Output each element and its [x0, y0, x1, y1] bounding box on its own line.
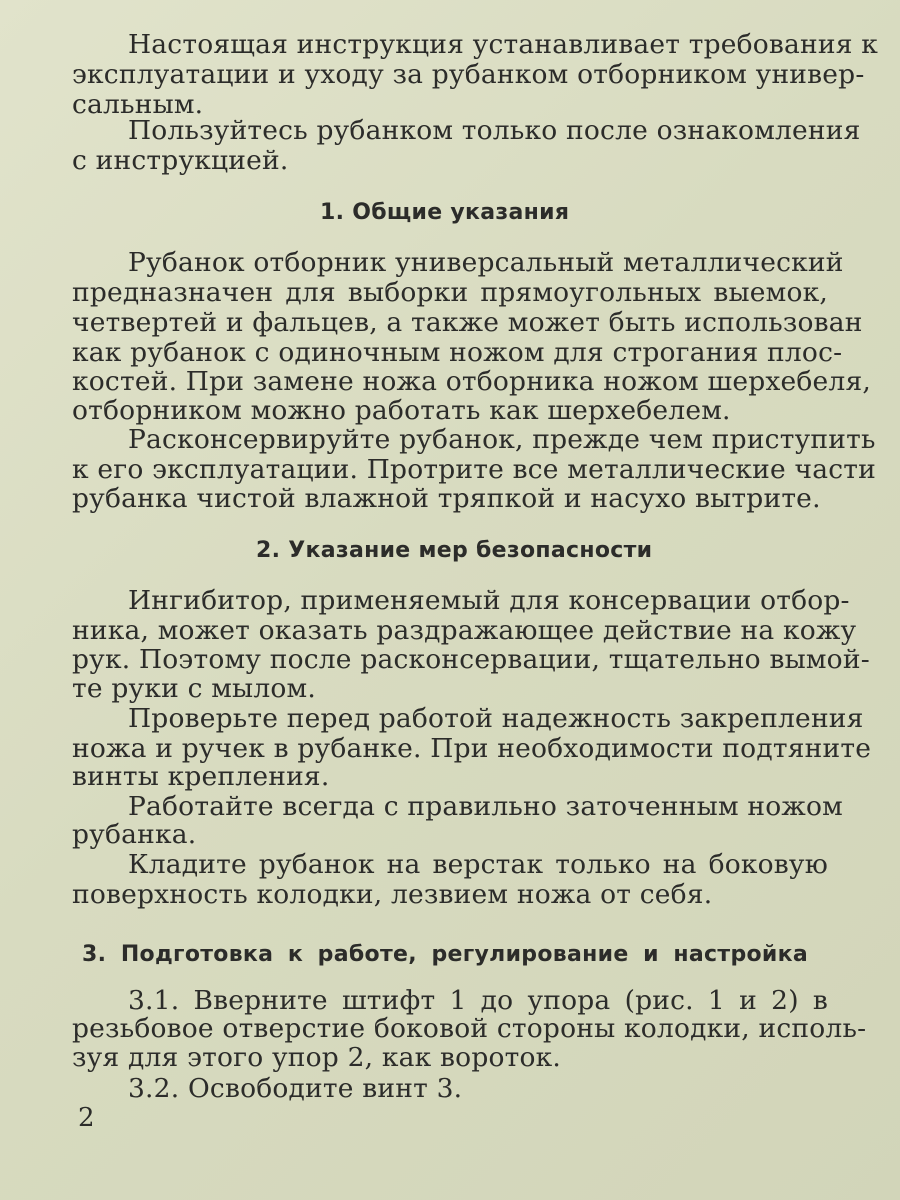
text-line: Пользуйтесь рубанком только после ознакомления — [128, 115, 861, 146]
text-line: винты крепления. — [72, 761, 330, 792]
text-line: рубанка чистой влажной тряпкой и насухо вытрите. — [72, 483, 821, 514]
section-2-heading: 2. Указание мер безопасности — [256, 538, 653, 563]
text-line: Кладите рубанок на верстак только на боковую — [128, 849, 828, 880]
text-line: отборником можно работать как шерхебелем. — [72, 395, 731, 426]
text-line: как рубанок с одиночным ножом для строгания плос- — [72, 337, 843, 368]
text-line: к его эксплуатации. Протрите все металлические части — [72, 454, 877, 485]
text-line: Работайте всегда с правильно заточенным ножом — [128, 791, 843, 822]
text-line: предназначен для выборки прямоугольных выемок, — [72, 277, 828, 308]
text-line: Рубанок отборник универсальный металлический — [128, 247, 844, 278]
text-line: сальным. — [72, 89, 204, 120]
text-line: Настоящая инструкция устанавливает требования к — [128, 29, 879, 60]
text-line: ника, может оказать раздражающее действие на кожу — [72, 615, 857, 646]
section-3-heading: 3. Подготовка к работе, регулирование и настройка — [82, 942, 808, 967]
text-line: резьбовое отверстие боковой стороны колодки, исполь- — [72, 1013, 867, 1044]
text-line: эксплуатации и уходу за рубанком отборником универ- — [72, 59, 865, 90]
text-line: рубанка. — [72, 819, 197, 850]
text-line: четвертей и фальцев, а также может быть использован — [72, 307, 863, 338]
text-line: те руки с мылом. — [72, 673, 316, 704]
text-line: 3.1. Вверните штифт 1 до упора (рис. 1 и 2) в — [128, 985, 828, 1016]
text-line: с инструкцией. — [72, 145, 289, 176]
text-line: ножа и ручек в рубанке. При необходимости подтяните — [72, 733, 872, 764]
text-line: костей. При замене ножа отборника ножом шерхебеля, — [72, 366, 872, 397]
text-line: Ингибитор, применяемый для консервации отбор- — [128, 585, 850, 616]
text-line: Проверьте перед работой надежность закрепления — [128, 703, 864, 734]
text-line: рук. Поэтому после расконсервации, тщательно вымой- — [72, 644, 870, 675]
section-1-heading: 1. Общие указания — [320, 200, 570, 225]
text-line: поверхность колодки, лезвием ножа от себя. — [72, 879, 713, 910]
text-line: зуя для этого упор 2, как вороток. — [72, 1042, 562, 1073]
text-line: Расконсервируйте рубанок, прежде чем приступить — [128, 424, 876, 455]
page-number: 2 — [78, 1103, 95, 1133]
text-line: 3.2. Освободите винт 3. — [128, 1073, 463, 1104]
